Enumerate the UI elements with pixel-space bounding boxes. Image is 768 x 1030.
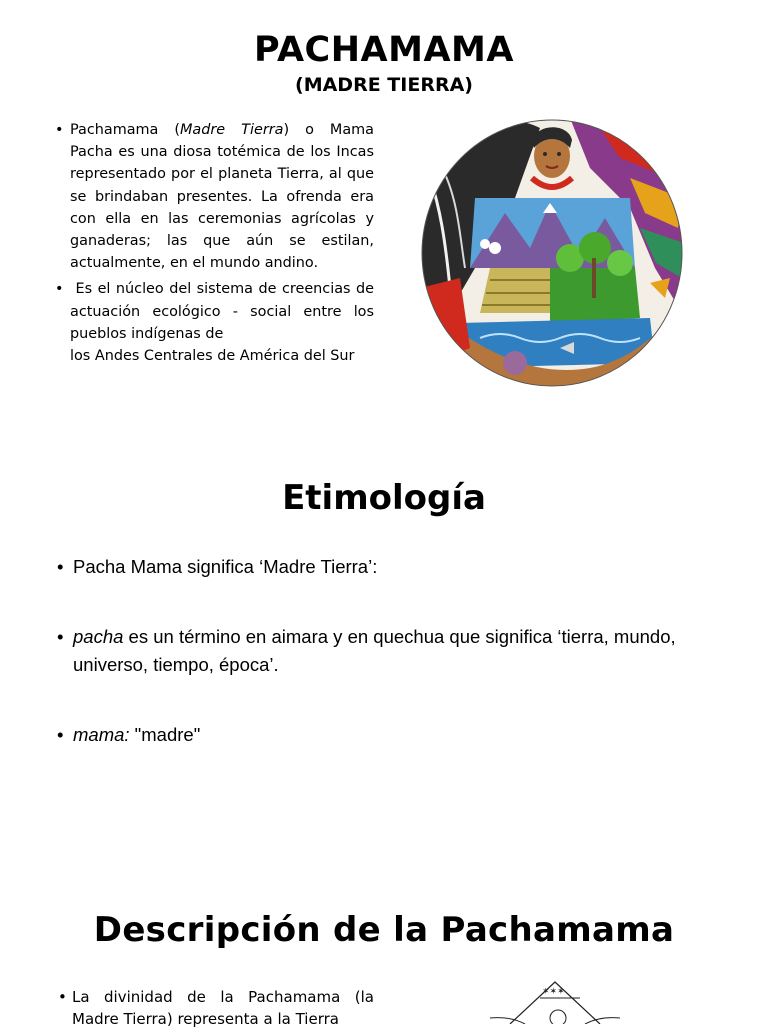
bullet2-text-b: los Andes Centrales de América del Sur (70, 348, 355, 365)
etim-bullet-1: • Pacha Mama significa ‘Madre Tierra’: (73, 553, 713, 581)
bullet1-emphasis: Madre Tierra (180, 122, 284, 138)
pachamama-illustration (420, 118, 685, 388)
etim-bullet-3-term: mama: (73, 724, 130, 745)
slide-title-descripcion: Descripción de la Pachamama (93, 910, 675, 950)
intro-bullet-2 (70, 278, 374, 367)
etim-bullet-2-text: es un término en aimara y en quechua que significa ‘tierra, mundo, universo, tiempo, época’. (73, 626, 676, 675)
bullet2-text-a: Es el núcleo del sistema de creencias de actuación ecológico - social entre los pueblos indígenas de (70, 281, 374, 342)
etim-bullet-3-text: "madre" (129, 724, 201, 745)
diagram-sketch (470, 978, 640, 1024)
desc-bullet-1: • La divinidad de la Pachamama (la Madre Tierra) representa a la Tierra (72, 986, 374, 1030)
terraces-area (480, 268, 550, 313)
bullet1-text-a: Pachamama ( (70, 122, 181, 138)
slide-title-etimologia: Etimología (282, 478, 486, 518)
etim-bullet-2 (73, 623, 713, 679)
intro-bullet-1 (70, 119, 374, 274)
etimologia-bullets (73, 553, 713, 749)
svg-text:✶✶✶: ✶✶✶ (542, 987, 565, 997)
etim-bullet-3 (73, 721, 713, 749)
bullet1-text-b: ) o Mama Pacha es una diosa totémica de los Incas representado por el planeta Tierra, al que se brindaban presentes. La ofrenda era con ella en las ceremonias agrícolas y ganaderas; las que aún se estilan, actualmente, en el mundo andino. (70, 122, 374, 272)
slide-title-pachamama: PACHAMAMA (254, 30, 514, 70)
etim-bullet-2-term: pacha (73, 626, 124, 647)
descripcion-bullets (72, 986, 374, 1030)
slide-subtitle: (MADRE TIERRA) (295, 74, 473, 96)
intro-bullets (70, 119, 374, 371)
